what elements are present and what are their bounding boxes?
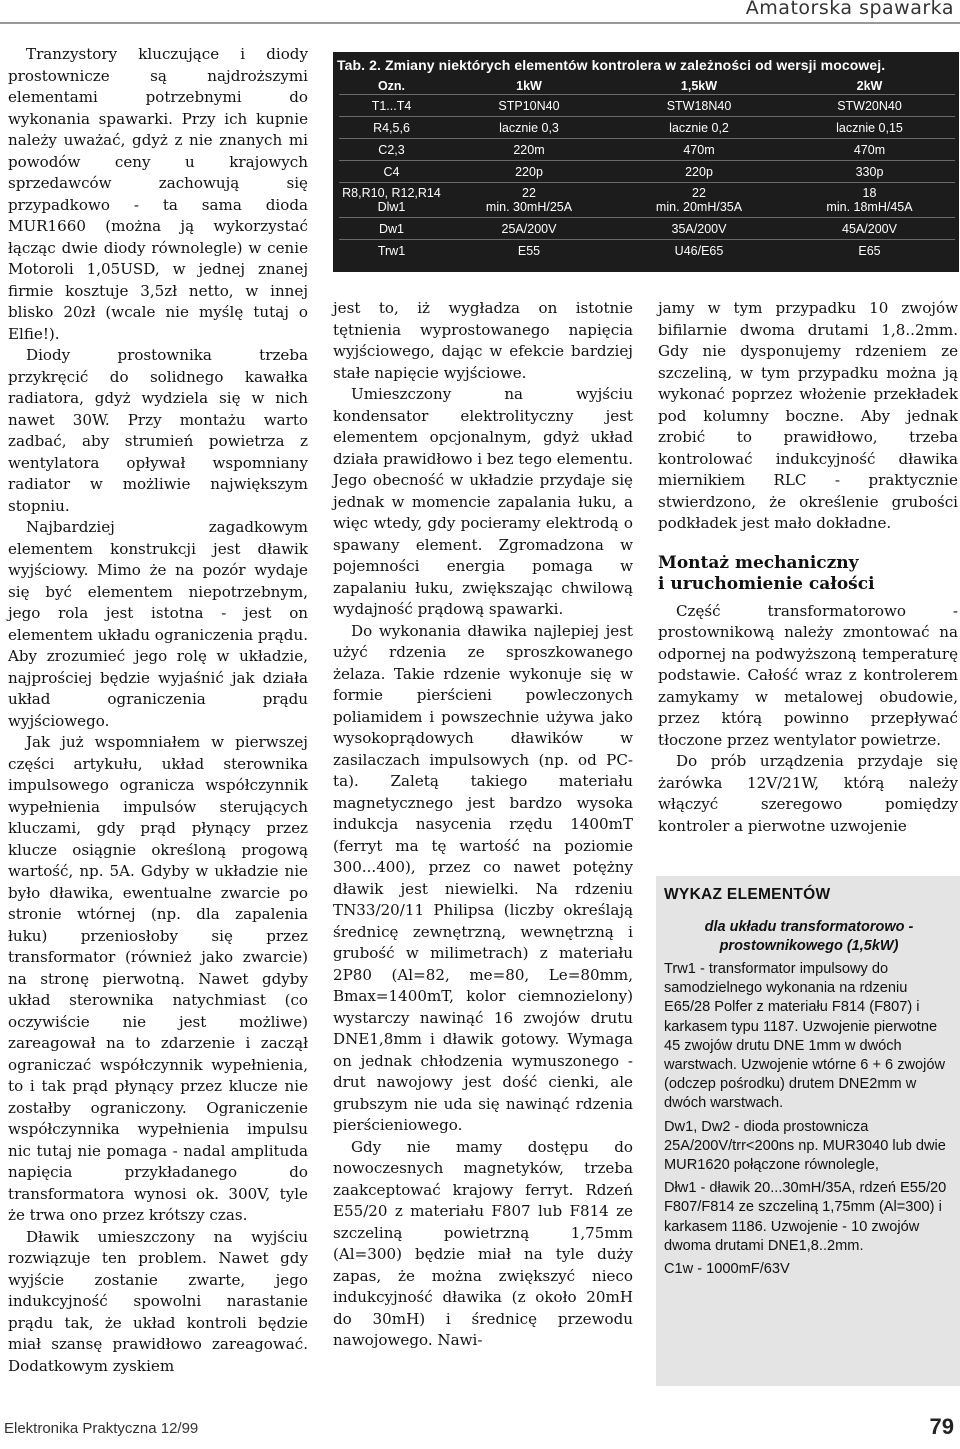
list-item: C1w - 1000mF/63V [664,1261,790,1278]
list-item: Trw1 - transformator impulsowy do samodzielnego wykonania na rdzeniu E65/28 Polfer z materiału F814 (F807) i karkasem typu 1187. Uzwojenie pierwotne 45 zwojów drutu DNE 1mm w dwóch warstwach. Uzwojenie wtórne 6 + 6 zwojów (odczep pośrodku) drutem DNE2mm w dwóch warstwach. [664,961,946,1112]
cell-line: min. 18mH/45A [826,200,913,214]
table-cell: 470m [784,139,955,161]
table-cell: STW20N40 [784,95,955,117]
table-cell: 45A/200V [784,218,955,240]
table-cell: C4 [339,161,444,183]
table-cell: 470m [614,139,784,161]
column-1 [8,44,308,1377]
column-2 [333,298,633,1352]
paragraph: Jak już wspomniałem w pierwszej części artykułu, układ sterownika impulsowego ogranicza współczynnik wypełnienia impulsów sterujących kluczami, gdy prąd płynący przez klucze osiągnie określoną progową wartość, np. 5A. Gdyby w układzie nie było dławika, ewentualne zwarcie po stronie wtórnej (np. dla zapalenia łuku) przeniosłoby się przez transformator (również jako zwarcie) na stronę pierwotną. Nawet gdyby układ sterownika natychmiast (co oczywiście nie jest możliwe) zareagował na to zdarzenie i zaczął ograniczać współczynnik wypełnienia, to i tak prąd płynący przez klucze nie zostałby ograniczony. Ograniczenie współczynnika wypełnienia impulsu nic tutaj nie pomaga - nadal amplituda napięcia przykładanego do transformatora wynosi ok. 300V, tyle że trwa ono przez krótszy czas. [8,733,308,1224]
paragraph: Diody prostownika trzeba przykręcić do solidnego kawałka radiatora, gdyż wydziela się w nich nawet 30W. Przy montażu warto zadbać, aby strumień powietrza z wentylatora opływał wspomniany radiator w możliwie największym stopniu. [8,346,308,515]
cell-line: Dlw1 [377,200,406,214]
paragraph: Umieszczony na wyjściu kondensator elektrolityczny jest elementem opcjonalnym, gdyż układ działa prawidłowo i bez tego elementu. Jego obecność w układzie przydaje się jednak w momencie zapalania łuku, a więc wtedy, gdy pocieramy elektrodą o spawany element. Zgromadzona w pojemności energia pomaga w zapalaniu łuku, zwiększając chwilową wydajność prądową spawarki. [333,385,633,618]
section-heading [658,553,958,595]
footer-publication: Elektronika Praktyczna 12/99 [4,1420,199,1437]
table-cell: R4,5,6 [339,117,444,139]
table-header-cell: 1kW [444,78,614,95]
paragraph: jamy w tym przypadku 10 zwojów bifilarnie dwoma drutami 1,8..2mm. Gdy nie dysponujemy rdzeniem ze szczeliną, w tym przypadku można ją wykonać poprzez włożenie przekładek pod kolumny boczne. Aby jednak zrobić to prawidłowo, trzeba kontrolować indukcyjność dławika miernikiem RLC - praktycznie stwierdzono, że określenie grubości podkładek jest mało dokładne. [658,299,958,532]
versions-table-box [333,52,959,272]
table-cell: E55 [517,243,541,258]
table-cell: STW18N40 [614,95,784,117]
paragraph: Najbardziej zagadkowym elementem konstrukcji jest dławik wyjściowy. Mimo że na pozór wydaje się być elementem niepotrzebnym, jego rola jest istotna - jest on elementem układu ograniczenia prądu. Aby zrozumieć jego rolę w układzie, najprościej będzie wyjaśnić jak działa układ ograniczenia prądu wyjściowego. [8,518,308,730]
versions-table [339,78,955,261]
cell-line: 18 [862,186,877,200]
table-cell [784,183,955,218]
cell-line: min. 30mH/25A [485,200,573,214]
cell-line: 22 [692,186,706,200]
cell-line: min. 20mH/35A [655,200,743,214]
table-row [339,218,955,240]
section-heading-line: i uruchomienie całości [658,573,875,594]
table-row [339,95,955,117]
parts-list-box [656,876,960,1386]
table-row [339,183,955,218]
table-cell [614,183,784,218]
table-header-cell: Ozn. [339,78,444,95]
table-cell: 25A/200V [444,218,614,240]
table-header-cell: 1,5kW [614,78,784,95]
table-cell: 35A/200V [614,218,784,240]
table-cell: E65 [858,243,881,258]
table-cell: 220m [444,139,614,161]
table-header-cell: 2kW [784,78,955,95]
table-cell: lacznie 0,3 [444,117,614,139]
table-cell [444,183,614,218]
table-header-row [339,78,955,95]
cell-line: R8,R10, R12,R14 [342,186,441,200]
table-cell: 220p [444,161,614,183]
parts-list-title: WYKAZ ELEMENTÓW [664,886,831,903]
paragraph: jest to, iż wygładza on istotnie tętnienia wyprostowanego napięcia wyjściowego, dając w efekcie bardziej stałe napięcie wyjściowe. [333,299,633,382]
table-cell: Dw1 [339,218,444,240]
running-header [0,0,960,24]
section-heading-line: Montaż mechaniczny [658,552,859,573]
list-item: Dłw1 - dławik 20...30mH/35A, rdzeń E55/20 F807/F814 ze szczeliną 1,75mm (Al=300) i karkasem 1186. Uzwojenie - 10 zwojów dwoma drutami DNE1,8..2mm. [664,1180,947,1254]
cell-line: 22 [522,186,536,200]
paragraph: Dławik umieszczony na wyjściu rozwiązuje ten problem. Nawet gdy wyjście zostanie zwarte, jego indukcyjność spowolni narastanie prądu tak, że układ kontroli będzie miał szansę prawidłowo zareagować. Dodatkowym zyskiem [8,1227,308,1375]
page-number: 79 [929,1414,954,1439]
table-cell: STP10N40 [444,95,614,117]
table-row [339,240,955,262]
parts-list [664,960,956,1283]
paragraph: Do wykonania dławika najlepiej jest użyć rdzenia ze sproszkowanego żelaza. Takie rdzenie wykonuje się w formie pierścieni powleczonych poliamidem i powszechnie używa jako wysokoprądowych dławików w zasilaczach impulsowych (np. od PC-ta). Zaletą takiego materiału magnetycznego jest bardzo wysoka indukcja nasycenia rzędu 1400mT (ferryt ma tę wartość na poziomie 300...400), przez co nawet potężny dławik jest niewielki. Na rdzeniu TN33/20/11 Philipsa (liczby określają średnicę zewnętrzną, wewnętrzną i grubość w milimetrach) z materiału 2P80 (Al=82, me=80, Le=80mm, Bmax=1400mT, kolor ciemnozielony) wystarczy nawinąć 16 zwojów drutu DNE1,8mm i dławik gotowy. Wymaga on jednak chłodzenia wymuszonego - drut nawojowy jest dość cienki, ale grubszym nie uda się nawinąć rdzenia pierścieniowego. [333,621,633,1134]
paragraph: Do prób urządzenia przydaje się żarówka 12V/21W, którą należy włączyć szeregowo pomiędzy kontroler a pierwotne uzwojenie [658,752,958,835]
table-cell: Trw1 [377,243,406,258]
table-row [339,117,955,139]
table-cell: lacznie 0,2 [614,117,784,139]
table-cell: T1...T4 [339,95,444,117]
table-cell: 220p [614,161,784,183]
table-cell: lacznie 0,15 [784,117,955,139]
list-item: Dw1, Dw2 - dioda prostownicza 25A/200V/trr<200ns np. MUR3040 lub dwie MUR1620 połączone równolegle, [664,1118,946,1174]
table-caption: Tab. 2. Zmiany niektórych elementów kontrolera w zależności od wersji mocowej. [337,57,886,73]
table-cell: U46/E65 [674,243,724,258]
paragraph: Część transformatorowo - prostownikową należy zmontować na odpornej na podwyższoną temperaturę podstawie. Całość wraz z kontrolerem zamykamy w metalowej obudowie, przez którą powinno przepływać tłoczone przez wentylator powietrze. [658,601,958,749]
running-title: Amatorska spawarka [745,0,954,19]
table-cell: 330p [784,161,955,183]
table-cell [339,183,444,218]
table-cell: C2,3 [339,139,444,161]
paragraph: Tranzystory kluczujące i diody prostownicze są najdroższymi elementami potrzebnymi do wykonania spawarki. Przy ich kupnie należy uważać, gdyż z nie znanych mi powodów ceny u krajowych sprzedawców zachowują się przypadkowo - ta sama dioda MUR1660 (można ją wykorzystać łącząc dwie diody równolegle) w cenie Motoroli 1,05USD, w jednej znanej firmie kosztuje 3,5zł netto, w innej blisko 20zł (wcale nie myślę tutaj o Elfie!). [8,45,308,343]
table-row [339,161,955,183]
column-3 [658,298,958,837]
parts-list-subtitle: dla układu transformatorowo - prostownikowego (1,5kW) [704,919,914,954]
table-row [339,139,955,161]
paragraph: Gdy nie mamy dostępu do nowoczesnych magnetyków, trzeba zaakceptować krajowy ferryt. Rdzeń E55/20 z materiału F807 lub F814 ze szczeliną powietrzną 1,75mm (Al=300) będzie miał na tyle duży zapas, że można zwiększyć nieco indukcyjność dławika (z około 20mH do 30mH) i średnicę przewodu nawojowego. Nawi- [333,1137,633,1349]
